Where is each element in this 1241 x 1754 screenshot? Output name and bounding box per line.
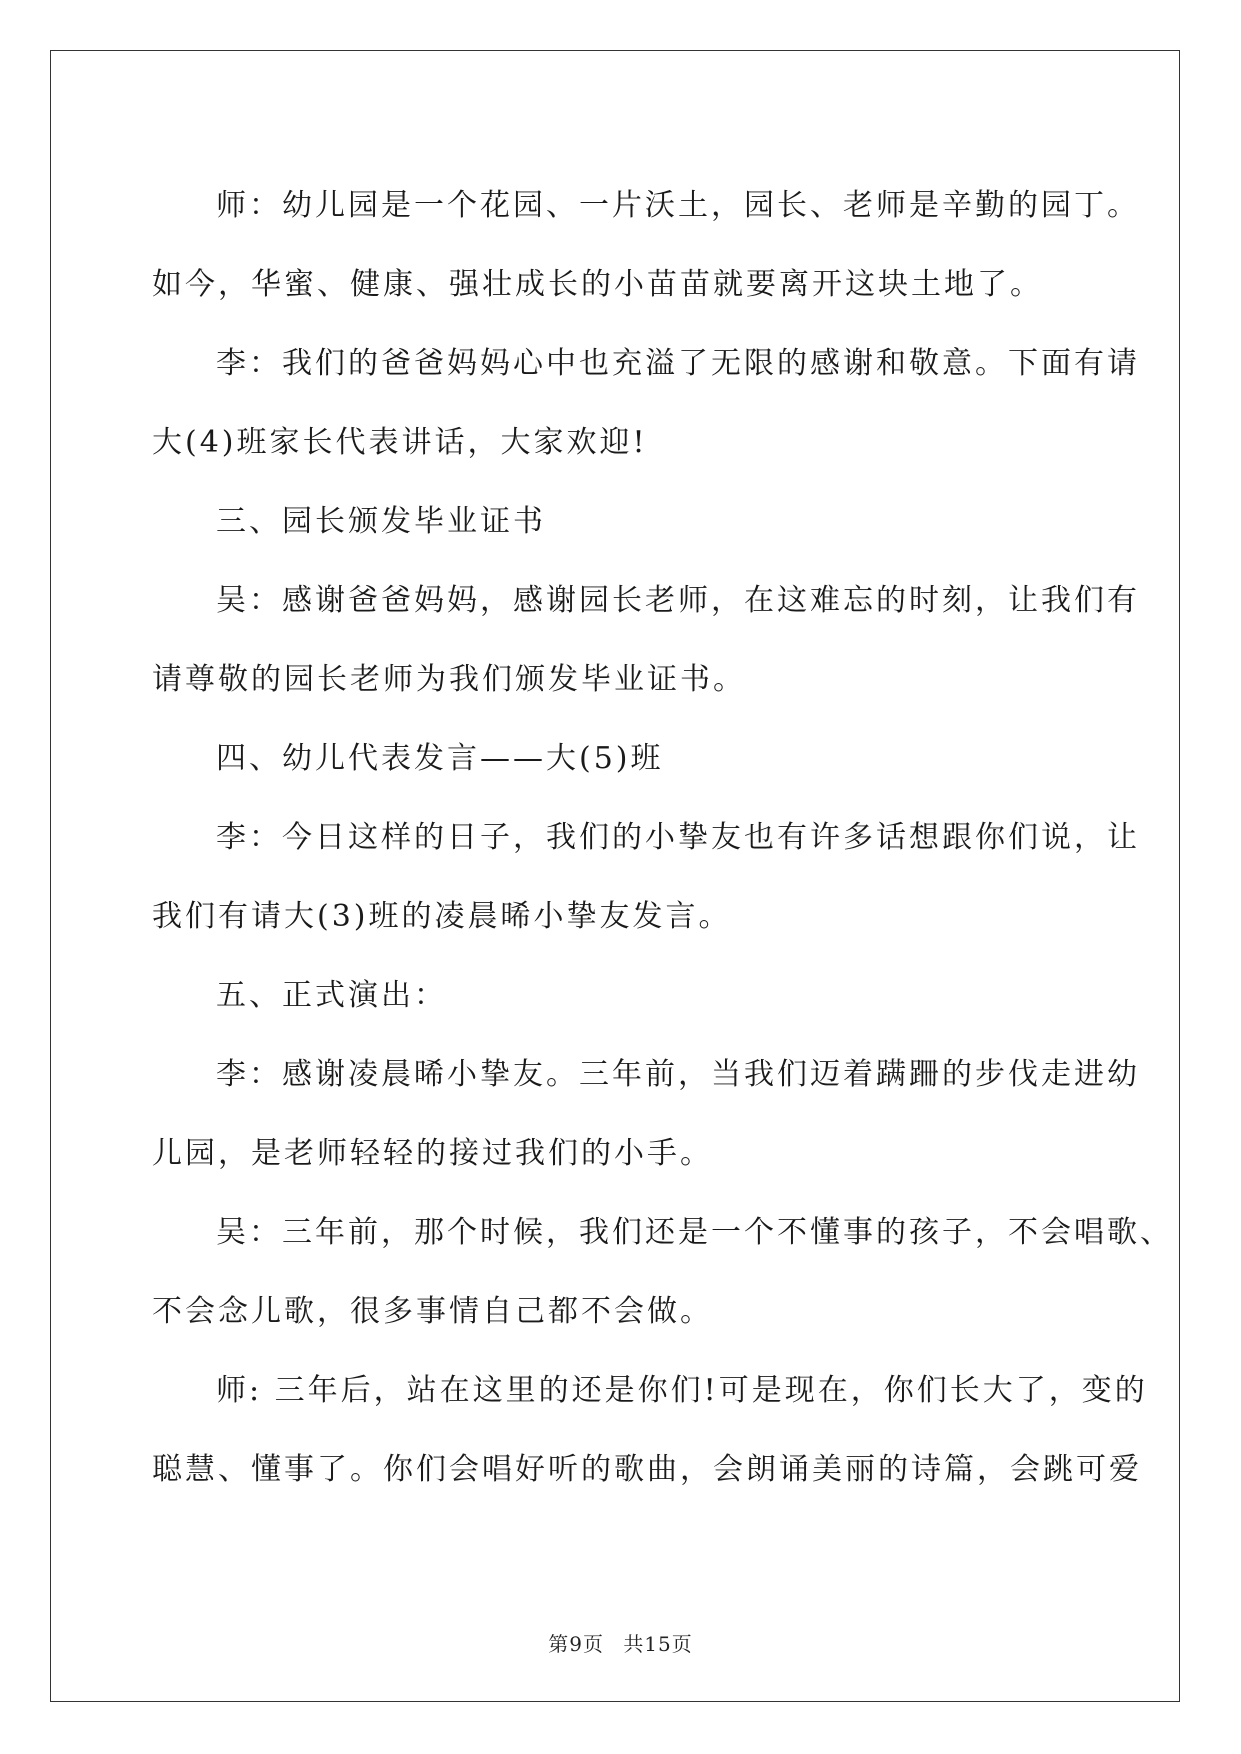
line-text: 李：我们的爸爸妈妈心中也充溢了无限的感谢和敬意。下面有请	[216, 346, 1140, 381]
section-heading: 四、幼儿代表发言——大(5)班	[216, 741, 664, 776]
document-body	[152, 166, 1173, 1509]
page-total: 共15页	[623, 1632, 693, 1656]
line-text: 请尊敬的园长老师为我们颁发毕业证书。	[152, 662, 746, 697]
text-line	[152, 640, 1092, 719]
line-text: 吴：三年前，那个时候，我们还是一个不懂事的孩子，不会唱歌、	[216, 1215, 1173, 1250]
page-footer	[0, 1628, 1241, 1657]
line-text: 不会念儿歌，很多事情自己都不会做。	[152, 1294, 713, 1329]
text-line	[152, 1193, 1173, 1272]
section-heading: 五、正式演出：	[216, 978, 447, 1013]
text-line	[152, 719, 1092, 798]
line-text: 李：今日这样的日子，我们的小挚友也有许多话想跟你们说，让	[216, 820, 1140, 855]
text-line	[152, 561, 1140, 640]
text-line	[152, 403, 1092, 482]
text-line	[152, 1351, 1148, 1430]
text-line	[152, 1272, 1092, 1351]
line-text: 师: 三年后，站在这里的还是你们!可是现在，你们长大了，变的	[216, 1373, 1148, 1408]
text-line	[152, 482, 1092, 561]
line-text: 大(4)班家长代表讲话，大家欢迎!	[152, 425, 648, 460]
text-line	[152, 324, 1140, 403]
section-heading: 三、园长颁发毕业证书	[216, 504, 546, 539]
text-line	[152, 798, 1140, 877]
line-text: 师：幼儿园是一个花园、一片沃土，园长、老师是辛勤的园丁。	[216, 188, 1140, 223]
line-text: 如今，华蜜、健康、强壮成长的小苗苗就要离开这块土地了。	[152, 267, 1043, 302]
text-line	[152, 956, 1092, 1035]
text-line	[152, 1035, 1140, 1114]
text-line	[152, 877, 1092, 956]
text-line	[152, 166, 1140, 245]
text-line	[152, 1114, 1092, 1193]
line-text: 我们有请大(3)班的凌晨晞小挚友发言。	[152, 899, 732, 934]
line-text: 吴：感谢爸爸妈妈，感谢园长老师，在这难忘的时刻，让我们有	[216, 583, 1140, 618]
line-text: 儿园，是老师轻轻的接过我们的小手。	[152, 1136, 713, 1171]
text-line	[152, 245, 1092, 324]
line-text: 李：感谢凌晨晞小挚友。三年前，当我们迈着蹒跚的步伐走进幼	[216, 1057, 1140, 1092]
page-number: 第9页	[548, 1632, 604, 1656]
text-line	[152, 1430, 1142, 1509]
line-text: 聪慧、懂事了。你们会唱好听的歌曲，会朗诵美丽的诗篇，会跳可爱	[152, 1452, 1142, 1487]
